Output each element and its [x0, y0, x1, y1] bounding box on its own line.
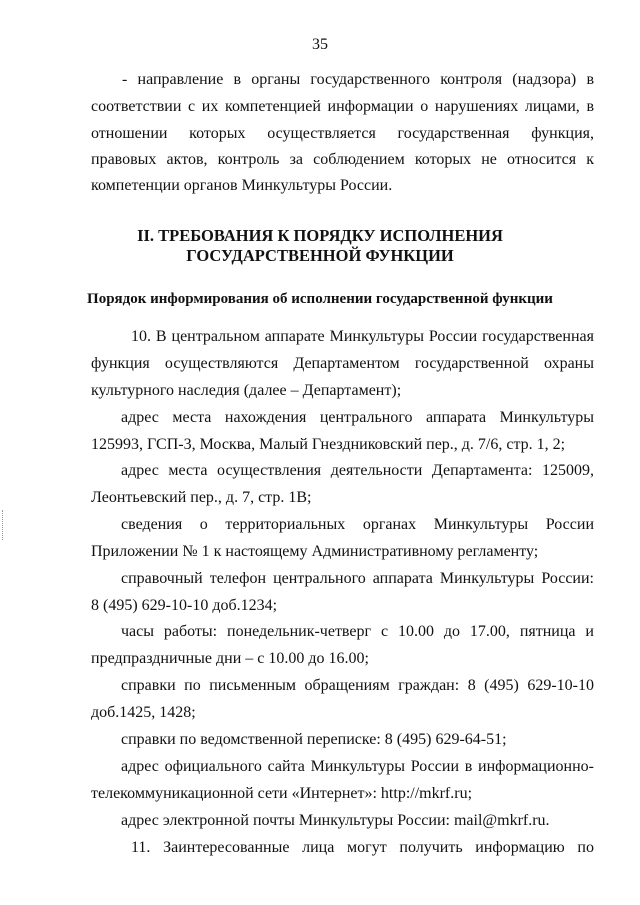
body-line-16: справки по ведомственной переписке: 8 (495) 629-64-51; [121, 731, 507, 748]
intro-line-1: - направление в органы государственного контроля (надзора) в [122, 71, 594, 88]
body-line-4: адрес места нахождения центрального аппарата Минкультуры [121, 409, 594, 426]
section-subtitle: Порядок информирования об исполнении государственной функции [87, 291, 553, 307]
body-line-13: предпраздничные дни – с 10.00 до 16.00; [91, 650, 369, 667]
body-line-18: телекоммуникационной сети «Интернет»: http://mkrf.ru; [91, 785, 473, 802]
body-line-2: функция осуществляются Департаментом государственной охраны [91, 355, 594, 372]
page-number: 35 [312, 36, 328, 53]
section-title-line-2: ГОСУДАРСТВЕННОЙ ФУНКЦИИ [186, 246, 454, 265]
body-line-20: 11. Заинтересованные лица могут получить информацию по [131, 839, 594, 856]
intro-line-4: правовых актов, контроль за соблюдением которых не относится к [91, 151, 594, 168]
body-line-19: адрес электронной почты Минкультуры России: mail@mkrf.ru. [121, 812, 550, 829]
body-line-15: доб.1425, 1428; [91, 704, 196, 721]
intro-line-5: компетенции органов Минкультуры России. [91, 177, 393, 194]
section-title-line-1: II. ТРЕБОВАНИЯ К ПОРЯДКУ ИСПОЛНЕНИЯ [137, 226, 503, 245]
body-line-1: 10. В центральном аппарате Минкультуры России государственная [131, 328, 594, 345]
body-line-10: справочный телефон центрального аппарата Минкультуры России: [121, 570, 594, 587]
body-line-8: сведения о территориальных органах Минкультуры России [121, 516, 594, 533]
body-line-3: культурного наследия (далее – Департамент); [91, 382, 402, 399]
intro-line-2: соответствии с их компетенцией информации о нарушениях лицами, в [91, 98, 594, 115]
body-line-9: Приложении № 1 к настоящему Административному регламенту; [91, 543, 539, 560]
body-line-11: 8 (495) 629-10-10 доб.1234; [91, 597, 278, 614]
body-line-12: часы работы: понедельник-четверг с 10.00 до 17.00, пятница и [121, 623, 594, 640]
intro-line-3: отношении которых осуществляется государственная функция, [91, 125, 594, 142]
body-line-7: Леонтьевский пер., д. 7, стр. 1В; [91, 489, 312, 506]
body-line-14: справки по письменным обращениям граждан: 8 (495) 629-10-10 [121, 677, 594, 694]
scan-edge-mark [2, 510, 4, 540]
body-line-5: 125993, ГСП-3, Москва, Малый Гнездниковский пер., д. 7/6, стр. 1, 2; [91, 436, 566, 453]
body-line-17: адрес официального сайта Минкультуры России в информационно- [121, 758, 594, 775]
body-line-6: адрес места осуществления деятельности Департамента: 125009, [121, 462, 594, 479]
